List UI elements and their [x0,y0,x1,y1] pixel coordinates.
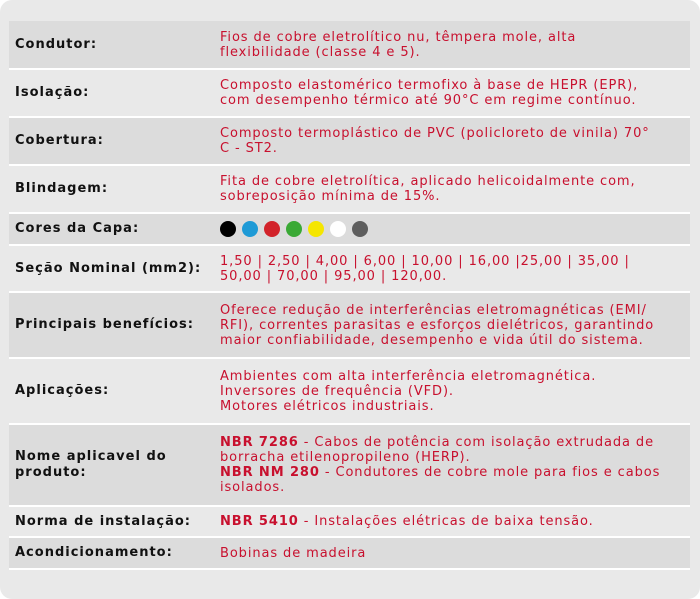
spec-row-acondicionamento [9,537,690,569]
value-line: Motores elétricos industriais. [220,398,435,414]
row-value [212,358,690,424]
row-label: Blindagem: [9,165,212,213]
value-line [220,514,682,529]
row-label: Acondicionamento: [9,537,212,569]
value-line: Oferece redução de interferências eletromagnéticas (EMI/ [220,302,647,318]
row-label: Condutor: [9,21,212,69]
color-swatch-black [220,221,236,237]
row-value [212,213,690,245]
row-label: Isolação: [9,69,212,117]
spec-row-norma-instalacao [9,506,690,537]
norm-text: - Condutores de cobre mole para fios e cabos [319,465,661,480]
value-line: Fios de cobre eletrolítico nu, têmpera mole, alta [220,29,577,45]
value-line: maior confiabilidade, desempenho e vida útil do sistema. [220,332,644,348]
value-line: borracha etilenopropileno (HERP). [220,450,471,465]
value-line: Composto elastomérico termofixo à base de HEPR (EPR), [220,78,639,93]
spec-table [9,21,690,570]
color-swatches [220,221,682,237]
row-value [212,506,690,537]
spec-row-nome-aplicavel [9,424,690,506]
row-label: Principais benefícios: [9,292,212,358]
row-value [212,424,690,506]
row-label: Seção Nominal (mm2): [9,245,212,292]
color-swatch-blue [242,221,258,237]
value-line [220,435,682,450]
row-value [212,117,690,165]
norm-text: - Cabos de potência com isolação extrudada de [298,435,654,450]
row-label: Aplicações: [9,358,212,424]
value-line: sobreposição mínima de 15%. [220,189,441,204]
row-value [212,245,690,292]
norm-code: NBR NM 280 [220,465,320,480]
row-value [212,69,690,117]
spec-row-cores [9,213,690,245]
row-label: Cores da Capa: [9,213,212,245]
color-swatch-green [286,221,302,237]
spec-row-condutor [9,21,690,69]
value-line: Composto termoplástico de PVC (policloreto de vinila) 70° [220,126,650,141]
norm-text: - Instalações elétricas de baixa tensão. [298,514,594,529]
color-swatch-red [264,221,280,237]
value-line: Bobinas de madeira [220,545,367,561]
row-label: Norma de instalação: [9,506,212,537]
color-swatch-gray [352,221,368,237]
color-swatch-yellow [308,221,324,237]
norm-code: NBR 5410 [220,514,299,529]
color-swatch-white [330,221,346,237]
spec-row-secao [9,245,690,292]
value-line: Fita de cobre eletrolítica, aplicado helicoidalmente com, [220,174,636,189]
row-value [212,165,690,213]
row-value [212,537,690,569]
spec-row-blindagem [9,165,690,213]
value-line: RFI), correntes parasitas e esforços dielétricos, garantindo [220,317,655,333]
value-line: Ambientes com alta interferência eletromagnética. [220,368,597,384]
value-line: flexibilidade (classe 4 e 5). [220,44,421,60]
row-label: Cobertura: [9,117,212,165]
value-line: isolados. [220,480,286,495]
row-value [212,21,690,69]
value-line: 1,50 | 2,50 | 4,00 | 6,00 | 10,00 | 16,00 |25,00 | 35,00 | [220,253,630,269]
spec-row-aplicacoes [9,358,690,424]
spec-row-isolacao [9,69,690,117]
value-line: 50,00 | 70,00 | 95,00 | 120,00. [220,268,448,284]
value-line: C - ST2. [220,141,278,156]
value-line [220,465,682,480]
norm-code: NBR 7286 [220,435,299,450]
row-label: Nome aplicavel do produto: [9,424,212,506]
value-line: com desempenho térmico até 90°C em regime contínuo. [220,93,637,108]
spec-row-cobertura [9,117,690,165]
value-line: Inversores de frequência (VFD). [220,383,454,399]
row-value [212,292,690,358]
spec-row-beneficios [9,292,690,358]
